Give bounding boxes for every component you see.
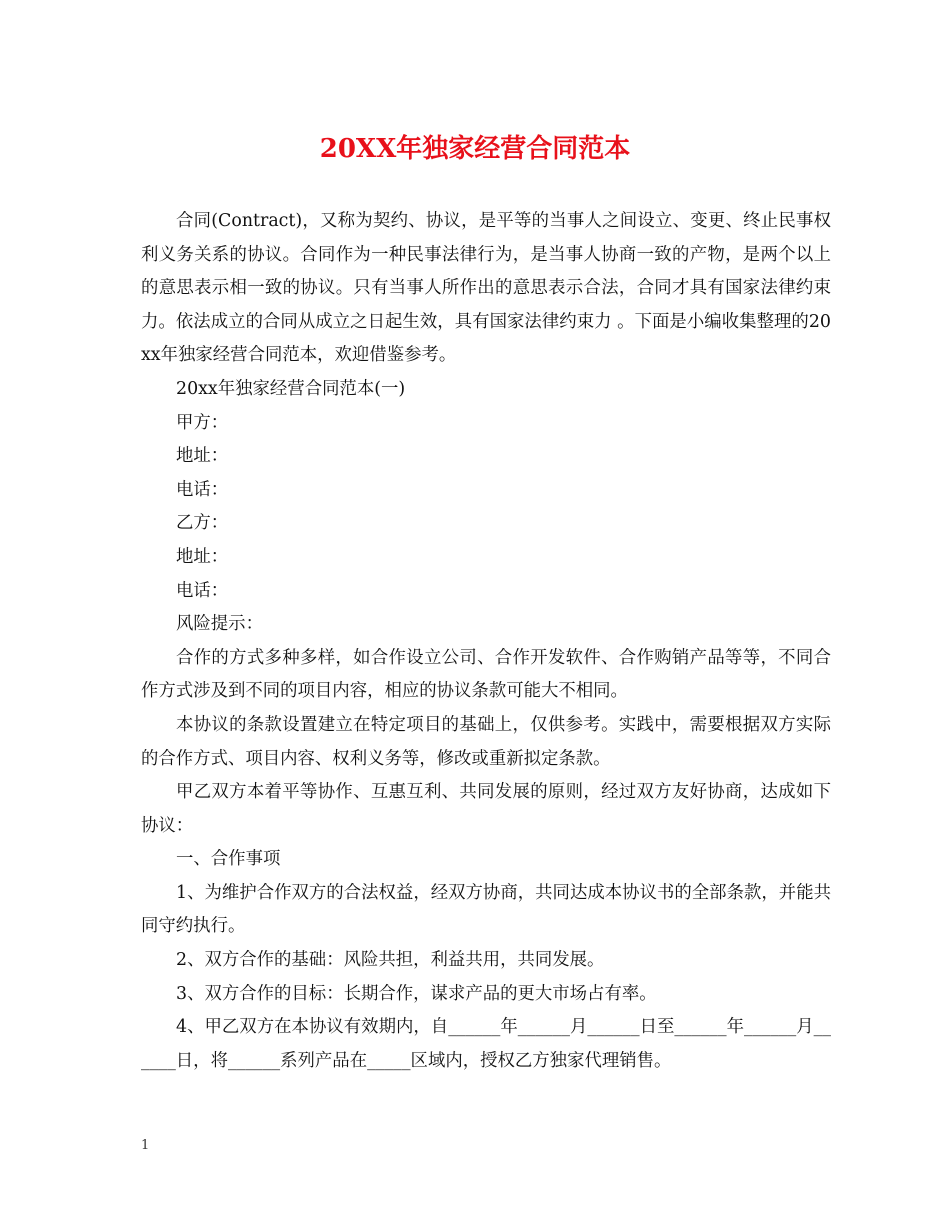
party-b-address-label: 地址： bbox=[176, 546, 229, 567]
clause-4: 4、甲乙双方在本协议有效期内，自______年______月______日至______年______月______日，将______系列产品在_____区域内，授权乙方独家代理销售。 bbox=[141, 1017, 831, 1071]
document-title: 20XX年独家经营合同范本 bbox=[319, 134, 631, 164]
paragraph-intro: 合同(Contract)，又称为契约、协议，是平等的当事人之间设立、变更、终止民事权利义务关系的协议。合同作为一种民事法律行为，是当事人协商一致的产物，是两个以上的意思表示相一致的协议。只有当事人所作出的意思表示合法，合同才具有国家法律约束力。依法成立的合同从成立之日起生效，具有国家法律约束力 。下面是小编收集整理的20xx年独家经营合同范本，欢迎借鉴参考。 bbox=[141, 211, 831, 366]
clause-2: 2、双方合作的基础：风险共担，利益共用，共同发展。 bbox=[176, 950, 605, 971]
paragraph-risk-2: 本协议的条款设置建立在特定项目的基础上，仅供参考。实践中，需要根据双方实际的合作方式、项目内容、权利义务等，修改或重新拟定条款。 bbox=[141, 714, 831, 769]
party-b-label: 乙方： bbox=[176, 513, 229, 534]
paragraph-risk-1: 合作的方式多种多样，如合作设立公司、合作开发软件、合作购销产品等等，不同合作方式涉及到不同的项目内容，相应的协议条款可能大不相同。 bbox=[141, 647, 831, 702]
section-heading-contract-one: 20xx年独家经营合同范本(一) bbox=[176, 378, 406, 399]
section-heading-cooperation: 一、合作事项 bbox=[176, 849, 281, 870]
page-number: 1 bbox=[141, 1138, 150, 1153]
party-a-address-label: 地址： bbox=[176, 446, 229, 467]
risk-notice-heading: 风险提示： bbox=[176, 614, 263, 635]
party-b-phone-label: 电话： bbox=[176, 580, 229, 601]
document-body bbox=[141, 205, 831, 1078]
clause-3: 3、双方合作的目标：长期合作，谋求产品的更大市场占有率。 bbox=[176, 983, 657, 1004]
paragraph-agreement-intro: 甲乙双方本着平等协作、互惠互利、共同发展的原则，经过双方友好协商，达成如下协议： bbox=[141, 782, 831, 836]
clause-1: 1、为维护合作双方的合法权益，经双方协商，共同达成本协议书的全部条款，并能共同守约执行。 bbox=[141, 882, 831, 937]
party-a-phone-label: 电话： bbox=[176, 479, 229, 500]
party-a-label: 甲方： bbox=[176, 412, 229, 433]
